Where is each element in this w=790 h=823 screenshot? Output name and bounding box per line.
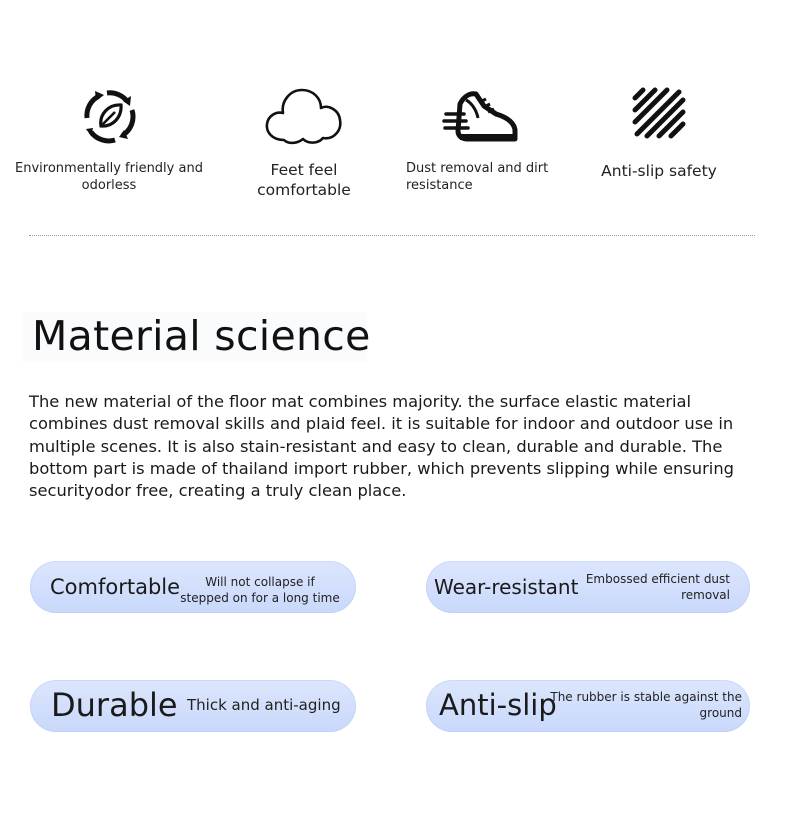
property-note: Embossed efficient dust removal <box>585 572 730 602</box>
property-note: Thick and anti-aging <box>187 696 341 714</box>
property-name: Comfortable <box>50 575 181 599</box>
feature-comfort <box>222 84 386 200</box>
feature-dust <box>400 84 560 194</box>
property-pill-wear-resistant <box>426 561 750 613</box>
property-note: The rubber is stable against the ground <box>550 690 742 720</box>
property-name: Wear-resistant <box>434 575 579 599</box>
dotted-divider <box>29 235 755 236</box>
feature-label: Environmentally friendly and odorless <box>15 161 203 193</box>
property-name: Anti-slip <box>439 688 557 722</box>
eco-leaf-recycle-icon <box>77 84 141 148</box>
feature-label: Feet feel comfortable <box>257 161 351 199</box>
property-note: Will not collapse if stepped on for a long time <box>180 575 340 605</box>
feature-label: Anti-slip safety <box>601 162 717 180</box>
feature-antislip <box>590 84 728 181</box>
section-description: The new material of the floor mat combines majority. the surface elastic material combines dust removal skills and plaid feel. it is suitable for indoor and outdoor use in multiple scenes. It is also stain-resistant and easy to clean, durable and durable. The bottom part is made of thailand import rubber, which prevents slipping while ensuring securityodor free, creating a truly clean place. <box>29 392 734 501</box>
running-shoe-icon <box>440 84 520 148</box>
section-title: Material science <box>32 312 371 360</box>
feature-label: Dust removal and dirt resistance <box>406 161 549 193</box>
property-pill-durable <box>30 680 356 732</box>
feature-eco <box>10 84 208 194</box>
diagonal-stripes-icon <box>627 84 691 148</box>
cloud-icon <box>262 84 346 148</box>
property-pill-comfortable <box>30 561 356 613</box>
property-pill-anti-slip <box>426 680 750 732</box>
property-name: Durable <box>51 686 178 724</box>
